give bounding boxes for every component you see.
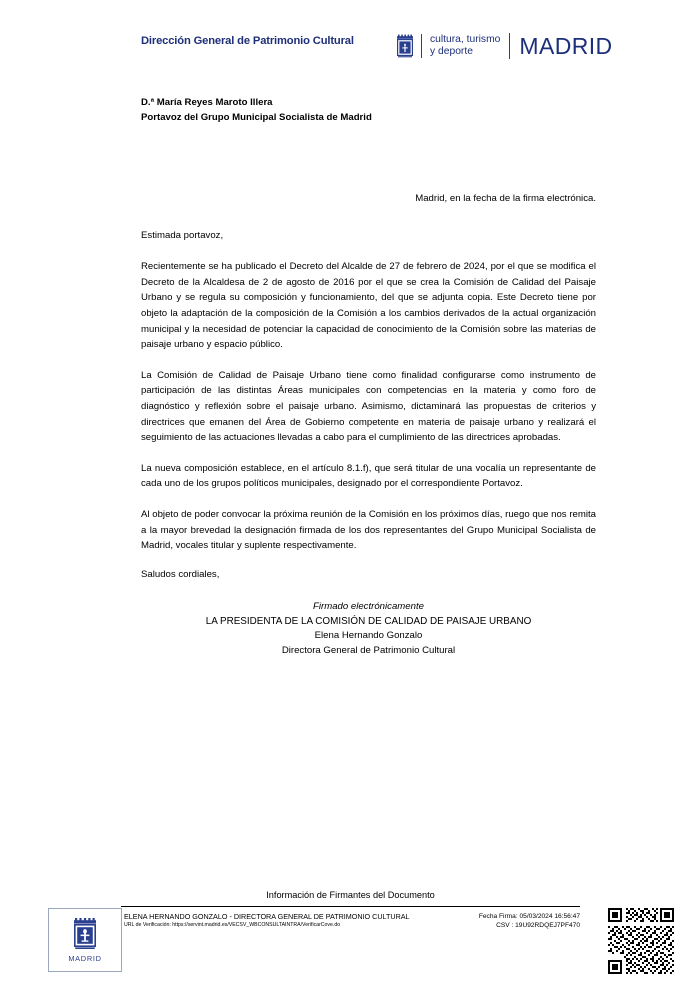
madrid-brand-logo bbox=[396, 28, 613, 64]
brand-subtitle-line1: cultura, turismo bbox=[430, 34, 501, 46]
verification-url[interactable]: URL de Verificación: https://servint.madrid.es/VECSV_WBCONSULTAINTRA/VerificarCove.do bbox=[124, 922, 341, 929]
addressee-block bbox=[141, 96, 596, 125]
place-and-date: Madrid, en la fecha de la firma electrónica. bbox=[415, 193, 596, 205]
salutation: Estimada portavoz, bbox=[141, 230, 224, 242]
signer-role: Directora General de Patrimonio Cultural bbox=[281, 644, 456, 656]
signer-name: Elena Hernando Gonzalo bbox=[314, 630, 423, 642]
signer-position-title: LA PRESIDENTA DE LA COMISIÓN DE CALIDAD DE PAISAJE URBANO bbox=[205, 616, 532, 628]
madrid-logo-label: MADRID bbox=[68, 954, 102, 963]
addressee-name: D.ª María Reyes Maroto Illera bbox=[141, 97, 273, 108]
footer-heading: Información de Firmantes del Documento bbox=[266, 890, 435, 900]
madrid-logo-box bbox=[48, 908, 122, 972]
footer-divider bbox=[121, 906, 580, 907]
letter-paragraph: Recientemente se ha publicado el Decreto del Alcalde de 27 de febrero de 2024, por el que se modifica el Decreto de la Alcaldesa de 2 de agosto de 2016 por el que se crea la Comisión de Calidad del Paisaje Urbano y se regula su composición y funcionamiento, del que se adjunta copia. Este Decreto tiene por objeto la adaptación de la composición de la Comisión a los cambios derivados de la actual organización municipal y la necesidad de potenciar la capacidad de conocimiento de la Comisión sobre las materias de paisaje urbano y espacio público. bbox=[141, 261, 596, 351]
signed-electronically-note: Firmado electrónicamente bbox=[313, 601, 424, 612]
document-header bbox=[0, 28, 690, 68]
letter-body bbox=[141, 96, 596, 580]
page-title: Dirección General de Patrimonio Cultural bbox=[141, 35, 354, 47]
letter-paragraph: La Comisión de Calidad de Paisaje Urbano tiene como finalidad configurarse como instrumento de participación de las distintas Áreas municipales con competencias en la materia y como foro de diagnóstico y reflexión sobre el paisaje urbano. Asimismo, dictaminará las propuestas de criterios y directrices que emanen del Área de Gobierno competente en materia de paisaje urbano y realizará el seguimiento de las actuaciones llevadas a cabo para el cumplimiento de las directrices aprobadas. bbox=[141, 369, 596, 444]
footer-signer-name: ELENA HERNANDO GONZALO - DIRECTORA GENERAL DE PATRIMONIO CULTURAL bbox=[124, 912, 410, 921]
csv-code: CSV : 19U92RDQEJ7PF470 bbox=[496, 922, 580, 930]
signature-date: Fecha Firma: 05/03/2024 16:56:47 bbox=[478, 913, 580, 920]
signature-block bbox=[141, 600, 596, 658]
madrid-coat-of-arms-icon bbox=[396, 34, 414, 58]
brand-wordmark: MADRID bbox=[519, 32, 613, 59]
closing-line: Saludos cordiales, bbox=[141, 568, 220, 580]
letter-paragraph: La nueva composición establece, en el artículo 8.1.f), que será titular de una vocalía un representante de cada uno de los grupos políticos municipales, designado por el correspondiente Portavoz. bbox=[141, 462, 596, 490]
qr-code-icon bbox=[608, 908, 674, 974]
brand-divider-2 bbox=[509, 33, 510, 59]
addressee-role: Portavoz del Grupo Municipal Socialista de Madrid bbox=[141, 111, 372, 123]
letter-paragraph: Al objeto de poder convocar la próxima reunión de la Comisión en los próximos días, ruego que nos remita a la mayor brevedad la designación firmada de los dos representantes del Grupo Municipal Socialista de Madrid, vocales titular y suplente respectivamente. bbox=[141, 508, 596, 552]
madrid-coat-of-arms-icon bbox=[72, 917, 98, 951]
brand-subtitle bbox=[430, 34, 500, 57]
brand-subtitle-line2: y deporte bbox=[430, 46, 473, 57]
footer-signature-meta bbox=[400, 912, 580, 931]
brand-divider bbox=[421, 34, 422, 58]
